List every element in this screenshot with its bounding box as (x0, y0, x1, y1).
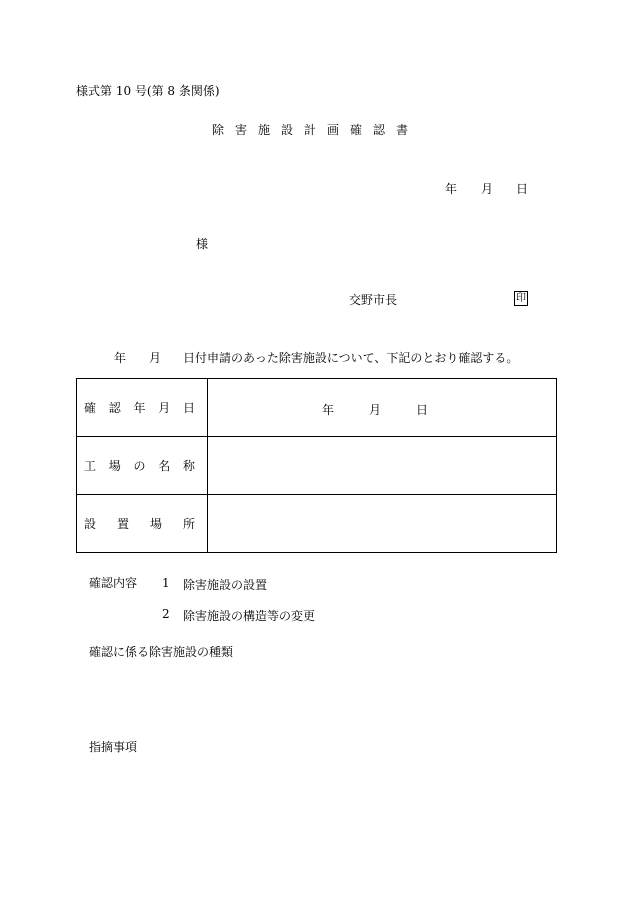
form-number-label: 様式第 10 号(第 8 条関係) (76, 84, 220, 98)
label-char: 設 (84, 517, 97, 531)
row-label-installation-site (77, 495, 208, 553)
label-char: の (133, 459, 146, 473)
confirmation-date-year: 年 (322, 402, 335, 417)
content-item-label: 除害施設の構造等の変更 (183, 609, 316, 623)
label-char: 所 (182, 517, 195, 531)
factory-name-value[interactable] (208, 437, 557, 495)
application-text: 日付申請のあった除害施設について、下記のとおり確認する。 (183, 351, 519, 365)
label-char: 年 (133, 401, 146, 415)
confirmation-date-value[interactable] (208, 379, 557, 437)
label-char: 工 (84, 459, 97, 473)
confirmation-content-heading: 確認内容 (89, 576, 138, 590)
label-char: 場 (149, 517, 162, 531)
application-year: 年 (114, 351, 127, 365)
confirmation-table (76, 378, 557, 553)
label-char: 確 (84, 401, 97, 415)
table-row-installation-site (77, 495, 557, 553)
notes-heading: 指摘事項 (89, 740, 138, 754)
addressee-suffix: 様 (196, 237, 209, 251)
document-title: 除害施設計画確認書 (212, 123, 420, 137)
application-month: 月 (149, 351, 162, 365)
label-char: 置 (116, 517, 129, 531)
installation-site-value[interactable] (208, 495, 557, 553)
label-char: 日 (182, 401, 195, 415)
label-char: 月 (158, 401, 171, 415)
facility-type-heading: 確認に係る除害施設の種類 (89, 645, 234, 659)
issue-date-year: 年 (445, 182, 458, 196)
row-label-factory-name (77, 437, 208, 495)
table-row-factory-name (77, 437, 557, 495)
label-char: 称 (182, 459, 195, 473)
label-char: 場 (108, 459, 121, 473)
content-item-label: 除害施設の設置 (183, 578, 268, 592)
row-label-confirmation-date (77, 379, 208, 437)
confirmation-date-day: 日 (416, 402, 429, 417)
issue-date-month: 月 (481, 182, 494, 196)
content-item-number: 2 (162, 607, 170, 621)
label-char: 認 (108, 401, 121, 415)
content-item-number: 1 (162, 576, 170, 590)
confirmation-date-month: 月 (369, 402, 382, 417)
table-row-confirmation-date (77, 379, 557, 437)
issue-date-day: 日 (516, 182, 529, 196)
label-char: 名 (158, 459, 171, 473)
seal-mark: 印 (516, 293, 526, 304)
issuer-name: 交野市長 (349, 293, 398, 307)
